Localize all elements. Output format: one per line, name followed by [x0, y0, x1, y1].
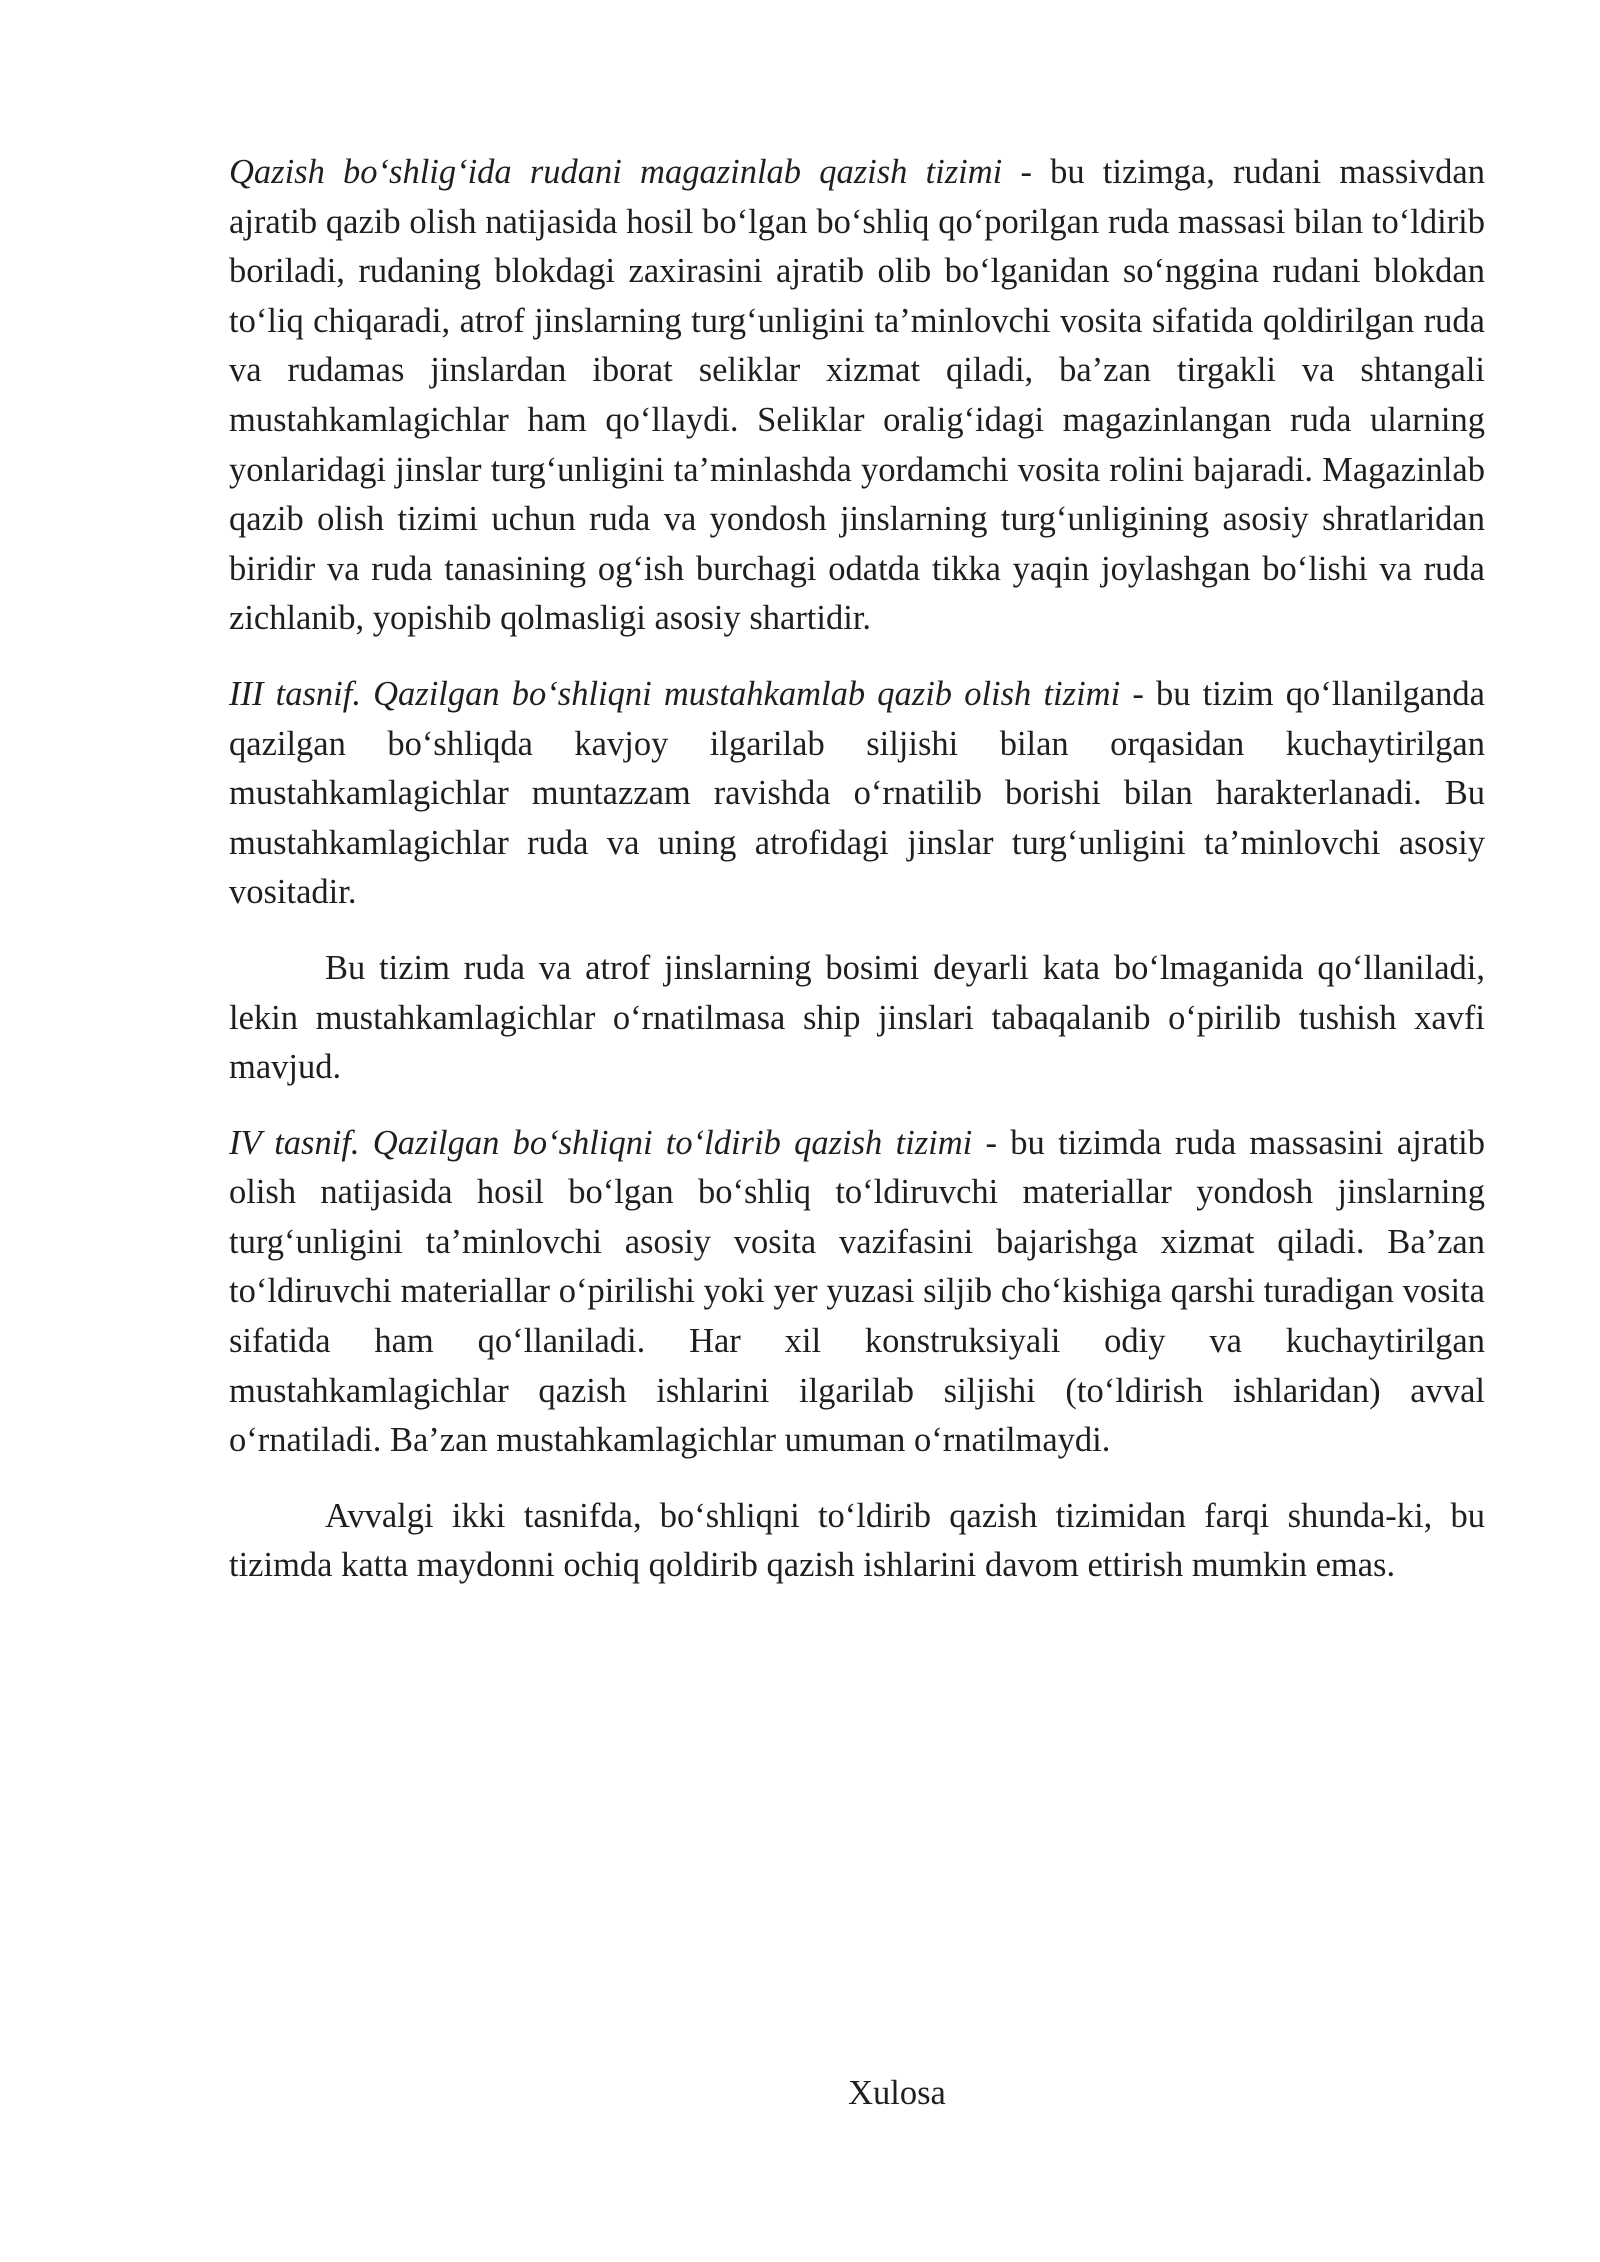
paragraph-avvalgi: [229, 1492, 1485, 1591]
paragraph-lead-italic: Qazish bo‘shlig‘ida rudani magazinlab qazish tizimi: [229, 153, 1003, 191]
section-heading-xulosa: Xulosa: [848, 2074, 946, 2112]
paragraph-iii-tasnif: [229, 670, 1485, 918]
paragraph-text: - bu tizim qo‘llanilganda qazilgan bo‘shliqda kavjoy ilgarilab siljishi bilan orqasidan kuchaytirilgan mustahkamlagichlar muntazzam ravishda o‘rnatilib borishi bilan harakterlanadi. Bu mustahkamlagichlar ruda va uning atrofidagi jinslar turg‘unligini ta’minlovchi asosiy vositadir.: [229, 674, 1485, 912]
paragraph-magazinlab: [229, 148, 1485, 644]
paragraph-bu-tizim: [229, 944, 1485, 1093]
paragraph-text: Bu tizim ruda va atrof jinslarning bosimi deyarli kata bo‘lmaganida qo‘llaniladi, lekin mustahkamlagichlar o‘rnatilmasa ship jinslari tabaqalanib o‘pirilib tushish xavfi mavjud.: [229, 948, 1485, 1087]
paragraph-iv-tasnif: [229, 1119, 1485, 1466]
paragraph-lead-italic: III tasnif. Qazilgan bo‘shliqni mustahkamlab qazib olish tizimi: [229, 674, 1121, 713]
paragraph-text: - bu tizimda ruda massasini ajratib olish natijasida hosil bo‘lgan bo‘shliq to‘ldiruvchi materiallar yondosh jinslarning turg‘unligini ta’minlovchi asosiy vosita vazifasini bajarishga xizmat qiladi. Ba’zan to‘ldiruvchi materiallar o‘pirilishi yoki yer yuzasi siljib cho‘kishiga qarshi turadigan vosita sifatida ham qo‘llaniladi. Har xil konstruksiyali odiy va kuchaytirilgan mustahkamlagichlar qazish ishlarini ilgarilab siljishi (to‘ldirish ishlaridan) avval o‘rnatiladi. Ba’zan mustahkamlagichlar umuman o‘rnatilmaydi.: [229, 1123, 1485, 1460]
paragraph-lead-italic: IV tasnif. Qazilgan bo‘shliqni to‘ldirib qazish tizimi: [229, 1123, 973, 1162]
paragraph-text: - bu tizimga, rudani massivdan ajratib qazib olish natijasida hosil bo‘lgan bo‘shliq qo‘porilgan ruda massasi bilan to‘ldirib boriladi, rudaning blokdagi zaxirasini ajratib olib bo‘lganidan so‘nggina rudani blokdan to‘liq chiqaradi, atrof jinslarning turg‘unligini ta’minlovchi vosita sifatida qoldirilgan ruda va rudamas jinslardan iborat seliklar xizmat qiladi, ba’zan tirgakli va shtangali mustahkamlagichlar ham qo‘llaydi. Seliklar oralig‘idagi magazinlangan ruda ularning yonlaridagi jinslar turg‘unligini ta’minlashda yordamchi vosita rolini bajaradi. Magazinlab qazib olish tizimi uchun ruda va yondosh jinslarning turg‘unligining asosiy shratlaridan biridir va ruda tanasining og‘ish burchagi odatda tikka yaqin joylashgan bo‘lishi va ruda zichlanib, yopishib qolmasligi asosiy shartidir.: [229, 153, 1485, 638]
document-body: [229, 148, 1485, 1617]
paragraph-text: Avvalgi ikki tasnifda, bo‘shliqni to‘ldirib qazish tizimidan farqi shunda-ki, bu tizimda katta maydonni ochiq qoldirib qazish ishlarini davom ettirish mumkin emas.: [229, 1496, 1485, 1585]
